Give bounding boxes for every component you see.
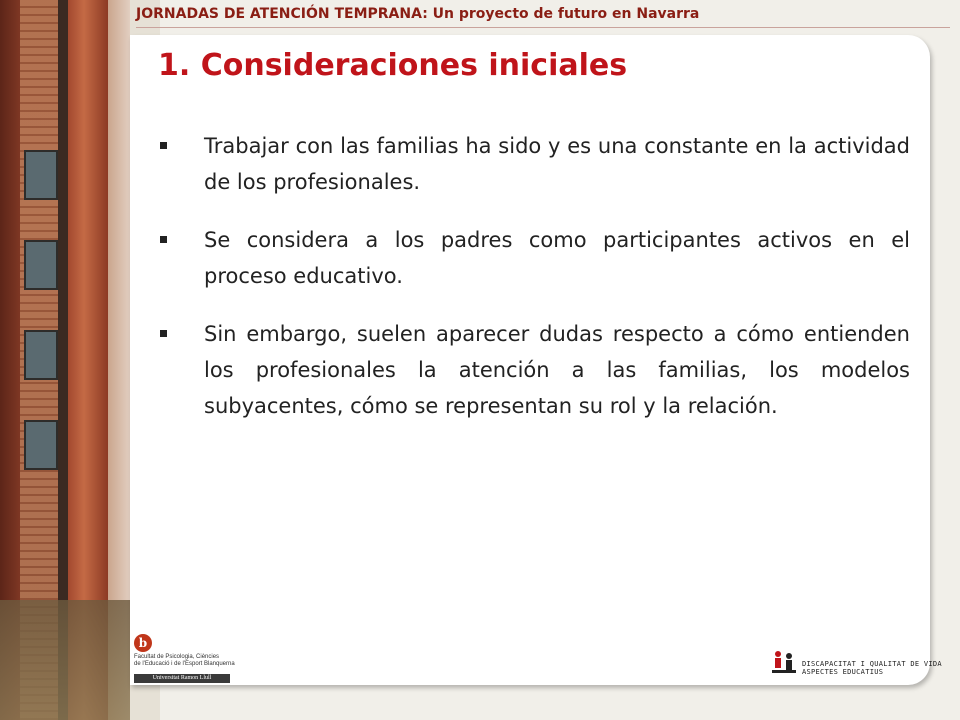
people-group-icon	[770, 648, 798, 676]
bullet-item	[160, 128, 910, 200]
square-bullet-icon	[160, 142, 167, 149]
bullet-item	[160, 316, 910, 424]
bullet-text: Sin embargo, suelen aparecer dudas respecto a cómo entienden los profesionales la atención a las familias, los modelos subyacentes, cómo se representan su rol y la relación.	[204, 322, 910, 418]
logo-left-band: Universitat Ramon Llull	[134, 674, 230, 683]
blanquerna-logo	[134, 634, 264, 684]
conference-header: JORNADAS DE ATENCIÓN TEMPRANA: Un proyecto de futuro en Navarra	[136, 6, 700, 22]
bullet-text: Se considera a los padres como participantes activos en el proceso educativo.	[204, 228, 910, 288]
logo-left-line1: Facultat de Psicologia, Ciències	[134, 654, 220, 660]
bullet-text: Trabajar con las familias ha sido y es una constante en la actividad de los profesionales.	[204, 134, 910, 194]
header-divider	[136, 27, 950, 28]
logo-left-line2: de l'Educació i de l'Esport Blanquerna	[134, 661, 235, 667]
bullet-list	[160, 128, 910, 446]
slide-title: 1. Consideraciones iniciales	[158, 48, 628, 83]
building-photo	[0, 0, 130, 720]
logo-right-line2: ASPECTES EDUCATIUS	[802, 668, 884, 676]
discapacitat-logo	[770, 642, 942, 682]
blanquerna-b-icon: b	[134, 634, 152, 652]
square-bullet-icon	[160, 330, 167, 337]
square-bullet-icon	[160, 236, 167, 243]
logo-right-line1: DISCAPACITAT I QUALITAT DE VIDA	[802, 660, 942, 668]
bullet-item	[160, 222, 910, 294]
